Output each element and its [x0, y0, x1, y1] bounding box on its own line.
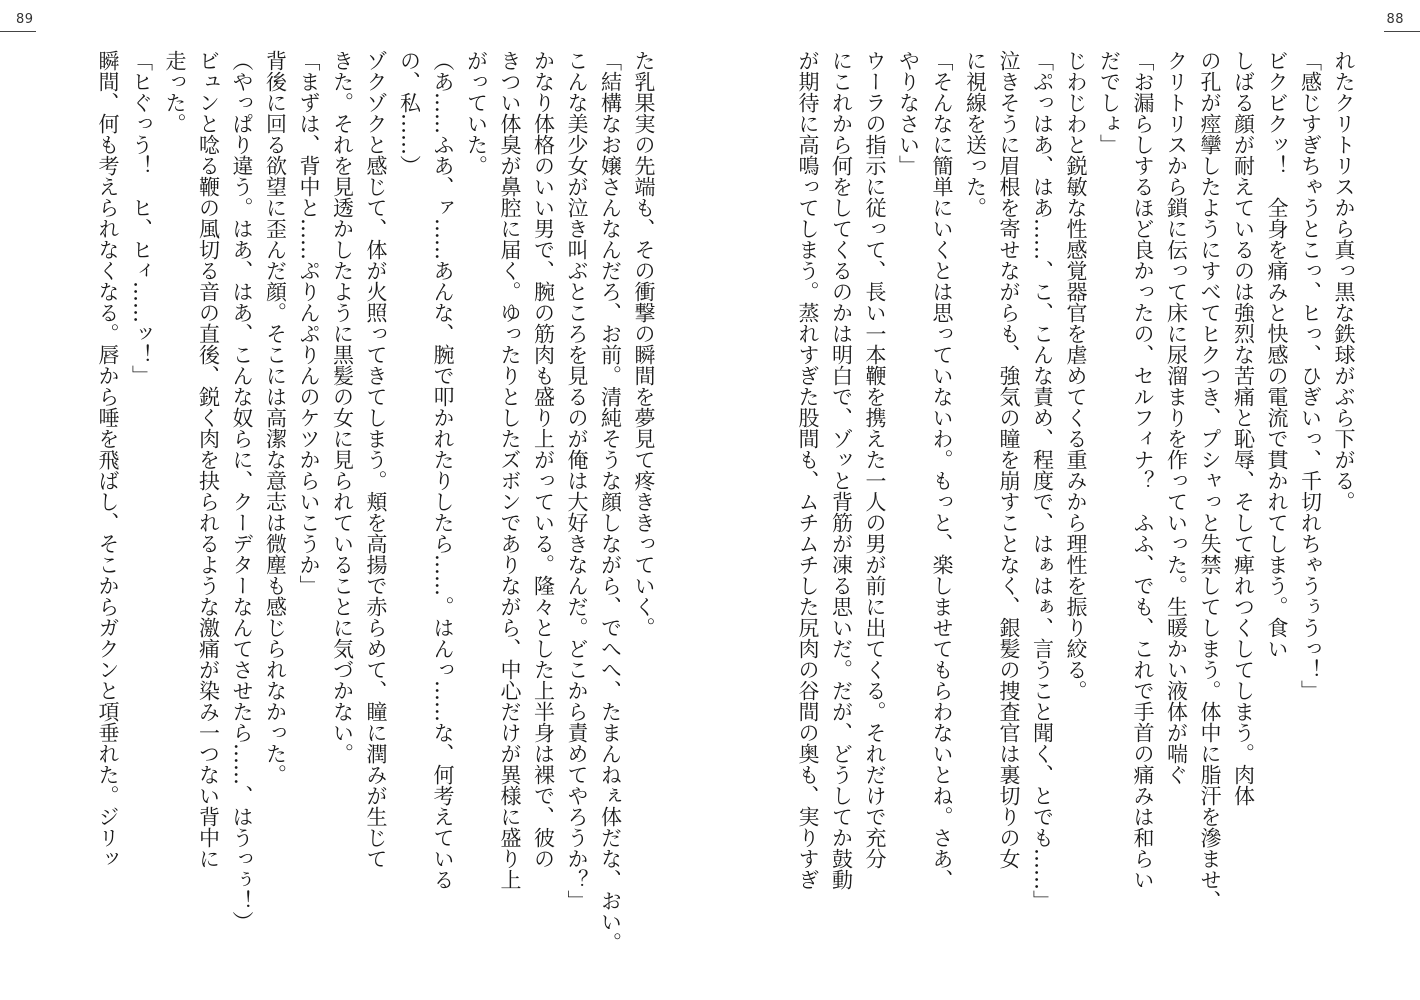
text-line: ビュンと唸る鞭の風切る音の直後、鋭く肉を抉られるような激痛が染み一つない背中に: [196, 50, 221, 869]
text-line: 「そんなに簡単にいくとは思っていないわ。もっと、楽しませてもらわないとね。さあ、: [930, 50, 954, 890]
text-line: やりなさい」: [896, 50, 921, 176]
header-rule-right: [1384, 31, 1420, 32]
left-page-body: [60, 50, 660, 985]
text-line: だでしょ」: [1097, 50, 1122, 155]
text-line: 「ぷっはあ、はあ……、こ、こんな責め、程度で、はぁはぁ、言うこと聞く、とでも……」: [1030, 50, 1055, 911]
text-line: しばる顔が耐えているのは強烈な苦痛と恥辱、そして痺れつくしてしまう。肉体: [1231, 50, 1256, 806]
text-line: きつい体臭が鼻腔に届く。ゆったりとしたズボンでありながら、中心だけが異様に盛り上: [498, 50, 522, 890]
text-line: が期待に高鳴ってしまう。蒸れすぎた股間も、ムチムチした尻肉の谷間の奥も、実りすぎ: [796, 50, 820, 890]
text-line: ビクビクッ！ 全身を痛みと快感の電流で貫かれてしまう。食い: [1265, 50, 1289, 659]
text-line: の、私……）: [397, 50, 422, 176]
right-page-body: [770, 50, 1360, 985]
text-line: きた。それを見透かしたように黒髪の女に見られていることに気づかない。: [330, 50, 355, 764]
text-line: 走った。: [163, 50, 187, 134]
text-line: 「感じすぎちゃうとこっ、ヒっ、ひぎいっ、千切れちゃうぅうっ！」: [1298, 50, 1323, 701]
text-line: （あ……ふあ、ァ……あんな、腕で叩かれたりしたら……。はんっ……な、何考えている: [431, 50, 455, 890]
text-line: ウーラの指示に従って、長い一本鞭を携えた一人の男が前に出てくる。それだけで充分: [863, 50, 887, 869]
text-line: じわじわと鋭敏な性感覚器官を虐めてくる重みから理性を振り絞る。: [1064, 50, 1088, 701]
text-line: 「まずは、背中と……ぷりんぷりんのケツからいこうか」: [297, 50, 321, 596]
text-line: に視線を送った。: [963, 50, 988, 218]
text-line: 「結構なお嬢さんなんだろ、お前。清純そうな顔しながら、でへへ、たまんねぇ体だな、おい。: [598, 50, 623, 953]
text-line: 泣きそうに眉根を寄せながらも、強気の瞳を崩すことなく、銀髪の捜査官は裏切りの女: [997, 50, 1021, 869]
header-rule-left: [0, 31, 36, 32]
text-line: 「お漏らしするほど良かったの、セルフィナ？ ふふ、でも、これで手首の痛みは和らい: [1131, 50, 1155, 890]
page-number-left: 89: [16, 12, 34, 27]
text-line: にこれから何をしてくるのかは明白で、ゾッと背筋が凍る思いだ。だが、どうしてか鼓動: [829, 50, 854, 890]
text-line: かなり体格のいい男で、腕の筋肉も盛り上がっている。隆々とした上半身は裸で、彼の: [531, 50, 556, 869]
text-line: 瞬間、何も考えられなくなる。唇から唾を飛ばし、そこからガクンと項垂れた。ジリッ: [96, 50, 120, 869]
text-line: た乳果実の先端も、その衝撃の瞬間を夢見て疼ききっていく。: [632, 50, 656, 638]
text-line: クリトリスから鎖に伝って床に尿溜まりを作っていった。生暖かい液体が喘ぐ: [1164, 50, 1189, 785]
text-line: の孔が痙攣したようにすべてヒクつき、プシャっと失禁してしまう。体中に脂汗を滲ませ、: [1198, 50, 1222, 911]
text-line: 「ヒぐっう！ ヒ、ヒィ……ッ！」: [129, 50, 154, 386]
text-line: こんな美少女が泣き叫ぶところを見るのが俺は大好きなんだ。どこから責めてやろうか？」: [565, 50, 589, 911]
page-number-right: 88: [1386, 12, 1404, 27]
text-line: ゾクゾクと感じて、体が火照ってきてしまう。頬を高揚で赤らめて、瞳に潤みが生じて: [364, 50, 388, 869]
text-line: （やっぱり違う。はあ、はあ、こんな奴らに、クーデターなんてさせたら……、はうっぅ！）: [230, 50, 254, 932]
text-line: がっていた。: [464, 50, 489, 176]
text-line: 背後に回る欲望に歪んだ顔。そこには高潔な意志は微塵も感じられなかった。: [263, 50, 288, 785]
text-line: れたクリトリスから真っ黒な鉄球がぶら下がる。: [1332, 50, 1356, 512]
